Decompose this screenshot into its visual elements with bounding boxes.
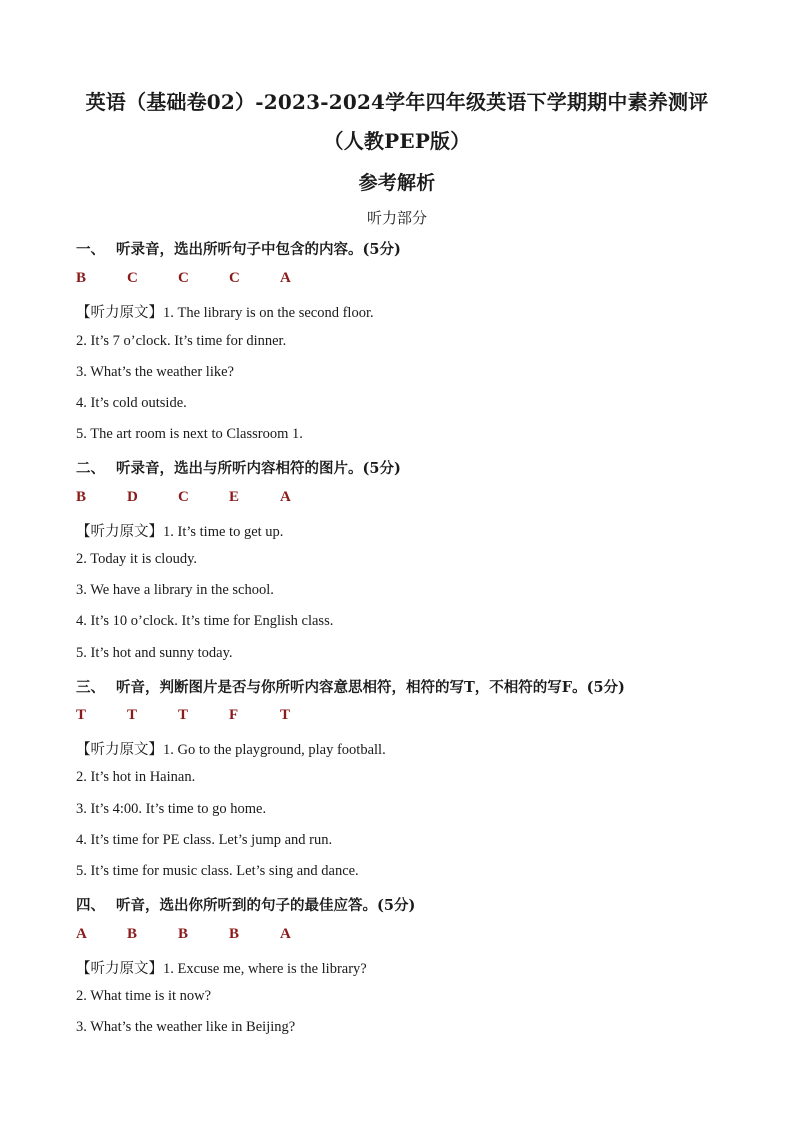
script-line: 4. It’s cold outside. — [76, 395, 187, 411]
script-line: 2. It’s 7 o’clock. It’s time for dinner. — [76, 333, 287, 349]
script-line: 2. What time is it now? — [76, 988, 212, 1004]
script-line: 3. It’s 4:00. It’s time to go home. — [76, 801, 267, 817]
section-3-heading — [76, 676, 625, 697]
script-line: 2. It’s hot in Hainan. — [76, 769, 196, 785]
answer: D — [127, 489, 138, 505]
script-text: 1. Excuse me, where is the library? — [163, 961, 367, 977]
answer: A — [280, 489, 291, 505]
section-4-heading — [76, 894, 415, 915]
answer: T — [280, 707, 291, 723]
document-subtitle: 参考解析 — [358, 172, 436, 194]
answer: C — [178, 270, 189, 286]
answer: B — [178, 926, 189, 942]
script-line: 5. It’s time for music class. Let’s sing and dance. — [76, 863, 359, 879]
section-2-answers — [76, 489, 331, 506]
section-1-number: 一、 — [76, 241, 105, 258]
script-line: 3. What’s the weather like in Beijing? — [76, 1019, 296, 1035]
script-line: 5. It’s hot and sunny today. — [76, 645, 233, 661]
answer: T — [178, 707, 189, 723]
section-1-heading — [76, 238, 401, 259]
section-1-answers — [76, 270, 331, 287]
answer: C — [127, 270, 138, 286]
answer: F — [229, 707, 239, 723]
script-text: 1. It’s time to get up. — [163, 524, 284, 540]
script-line — [76, 520, 283, 541]
answer: T — [127, 707, 138, 723]
section-4-instruction: 听音，选出你所听到的句子的最佳应答。(5分) — [116, 897, 416, 914]
answer: B — [229, 926, 240, 942]
script-line — [76, 957, 367, 978]
script-label: 【听力原文】 — [76, 305, 163, 321]
script-line: 4. It’s time for PE class. Let’s jump and run. — [76, 832, 333, 848]
script-text: 1. The library is on the second floor. — [163, 305, 374, 321]
script-line: 3. What’s the weather like? — [76, 364, 234, 380]
script-line: 2. Today it is cloudy. — [76, 551, 198, 567]
answer: A — [280, 270, 291, 286]
section-2-instruction: 听录音，选出与所听内容相符的图片。(5分) — [116, 460, 401, 477]
script-line: 4. It’s 10 o’clock. It’s time for English class. — [76, 613, 334, 629]
answer: B — [127, 926, 138, 942]
document-title: 英语（基础卷02）-2023-2024学年四年级英语下学期期中素养测评 — [85, 90, 709, 114]
section-name: 听力部分 — [366, 209, 427, 227]
answer: T — [76, 707, 87, 723]
answer: C — [178, 489, 189, 505]
answer: E — [229, 489, 240, 505]
section-4-answers — [76, 926, 331, 943]
section-1-instruction: 听录音，选出所听句子中包含的内容。(5分) — [116, 241, 401, 258]
section-2-heading — [76, 457, 401, 478]
script-label: 【听力原文】 — [76, 961, 163, 977]
section-3-answers — [76, 707, 331, 724]
script-label: 【听力原文】 — [76, 524, 163, 540]
script-label: 【听力原文】 — [76, 742, 163, 758]
answer: B — [76, 489, 87, 505]
section-3-number: 三、 — [76, 679, 105, 696]
document-edition: （人教PEP版） — [323, 129, 471, 153]
script-line: 3. We have a library in the school. — [76, 582, 274, 598]
script-line — [76, 301, 374, 322]
section-3-instruction: 听音，判断图片是否与你所听内容意思相符，相符的写T，不相符的写F。(5分) — [116, 679, 625, 696]
section-4-number: 四、 — [76, 897, 105, 914]
script-line: 5. The art room is next to Classroom 1. — [76, 426, 303, 442]
answer: A — [280, 926, 291, 942]
answer: C — [229, 270, 240, 286]
section-2-number: 二、 — [76, 460, 105, 477]
answer: B — [76, 270, 87, 286]
script-line — [76, 738, 386, 759]
script-text: 1. Go to the playground, play football. — [163, 742, 386, 758]
answer: A — [76, 926, 87, 942]
